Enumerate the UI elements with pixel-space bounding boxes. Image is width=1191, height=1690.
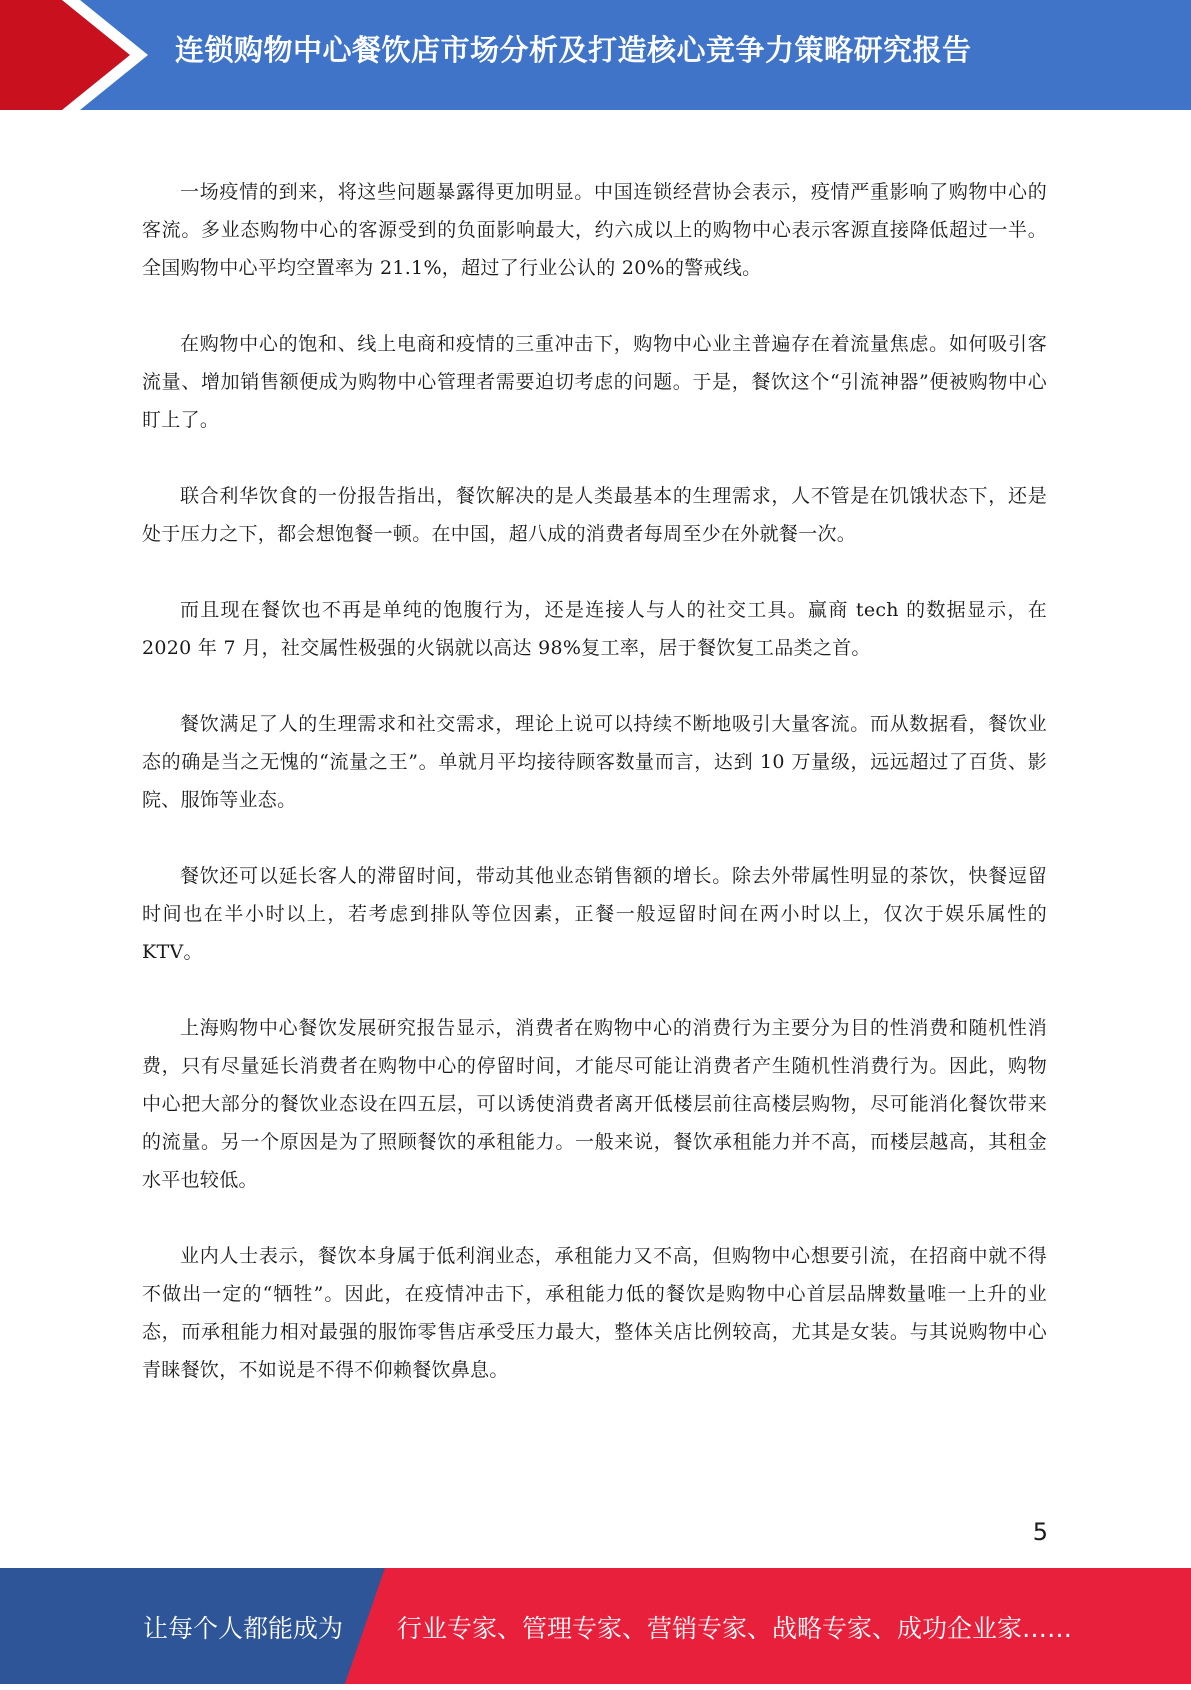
report-title: 连锁购物中心餐饮店市场分析及打造核心竞争力策略研究报告 (175, 33, 972, 67)
paragraph: 而且现在餐饮也不再是单纯的饱腹行为，还是连接人与人的社交工具。赢商 tech 的数据显示，在 2020 年 7 月，社交属性极强的火锅就以高达 98%复工率，居于餐饮复工品类之首。 (142, 599, 1047, 659)
paragraph: 在购物中心的饱和、线上电商和疫情的三重冲击下，购物中心业主普遍存在着流量焦虑。如何吸引客流量、增加销售额便成为购物中心管理者需要迫切考虑的问题。于是，餐饮这个“引流神器”便被购物中心盯上了。 (142, 333, 1047, 431)
paragraph: 联合利华饮食的一份报告指出，餐饮解决的是人类最基本的生理需求，人不管是在饥饿状态下，还是处于压力之下，都会想饱餐一顿。在中国，超八成的消费者每周至少在外就餐一次。 (142, 485, 1047, 545)
footer-slogan-right: 行业专家、管理专家、营销专家、战略专家、成功企业家…… (397, 1614, 1073, 1643)
footer-slogan-left: 让每个人都能成为 (143, 1614, 344, 1643)
paragraph: 餐饮还可以延长客人的滞留时间，带动其他业态销售额的增长。除去外带属性明显的茶饮，快餐逗留时间也在半小时以上，若考虑到排队等位因素，正餐一般逗留时间在两小时以上，仅次于娱乐属性的 KTV。 (142, 865, 1047, 963)
chevron-arrow-icon (0, 0, 150, 110)
page-number: 5 (1032, 1518, 1048, 1546)
footer-banner (0, 1568, 1191, 1684)
document-body (142, 173, 1047, 1427)
paragraph: 上海购物中心餐饮发展研究报告显示，消费者在购物中心的消费行为主要分为目的性消费和随机性消费，只有尽量延长消费者在购物中心的停留时间，才能尽可能让消费者产生随机性消费行为。因此，购物中心把大部分的餐饮业态设在四五层，可以诱使消费者离开低楼层前往高楼层购物，尽可能消化餐饮带来的流量。另一个原因是为了照顾餐饮的承租能力。一般来说，餐饮承租能力并不高，而楼层越高，其租金水平也较低。 (142, 1017, 1047, 1191)
header-banner (0, 0, 1191, 110)
paragraph: 餐饮满足了人的生理需求和社交需求，理论上说可以持续不断地吸引大量客流。而从数据看，餐饮业态的确是当之无愧的“流量之王”。单就月平均接待顾客数量而言，达到 10 万量级，远远超过了百货、影院、服饰等业态。 (142, 713, 1047, 811)
paragraph: 一场疫情的到来，将这些问题暴露得更加明显。中国连锁经营协会表示，疫情严重影响了购物中心的客流。多业态购物中心的客源受到的负面影响最大，约六成以上的购物中心表示客源直接降低超过一半。全国购物中心平均空置率为 21.1%，超过了行业公认的 20%的警戒线。 (142, 181, 1047, 279)
paragraph: 业内人士表示，餐饮本身属于低利润业态，承租能力又不高，但购物中心想要引流，在招商中就不得不做出一定的“牺牲”。因此，在疫情冲击下，承租能力低的餐饮是购物中心首层品牌数量唯一上升的业态，而承租能力相对最强的服饰零售店承受压力最大，整体关店比例较高，尤其是女装。与其说购物中心青睐餐饮，不如说是不得不仰赖餐饮鼻息。 (142, 1245, 1047, 1381)
